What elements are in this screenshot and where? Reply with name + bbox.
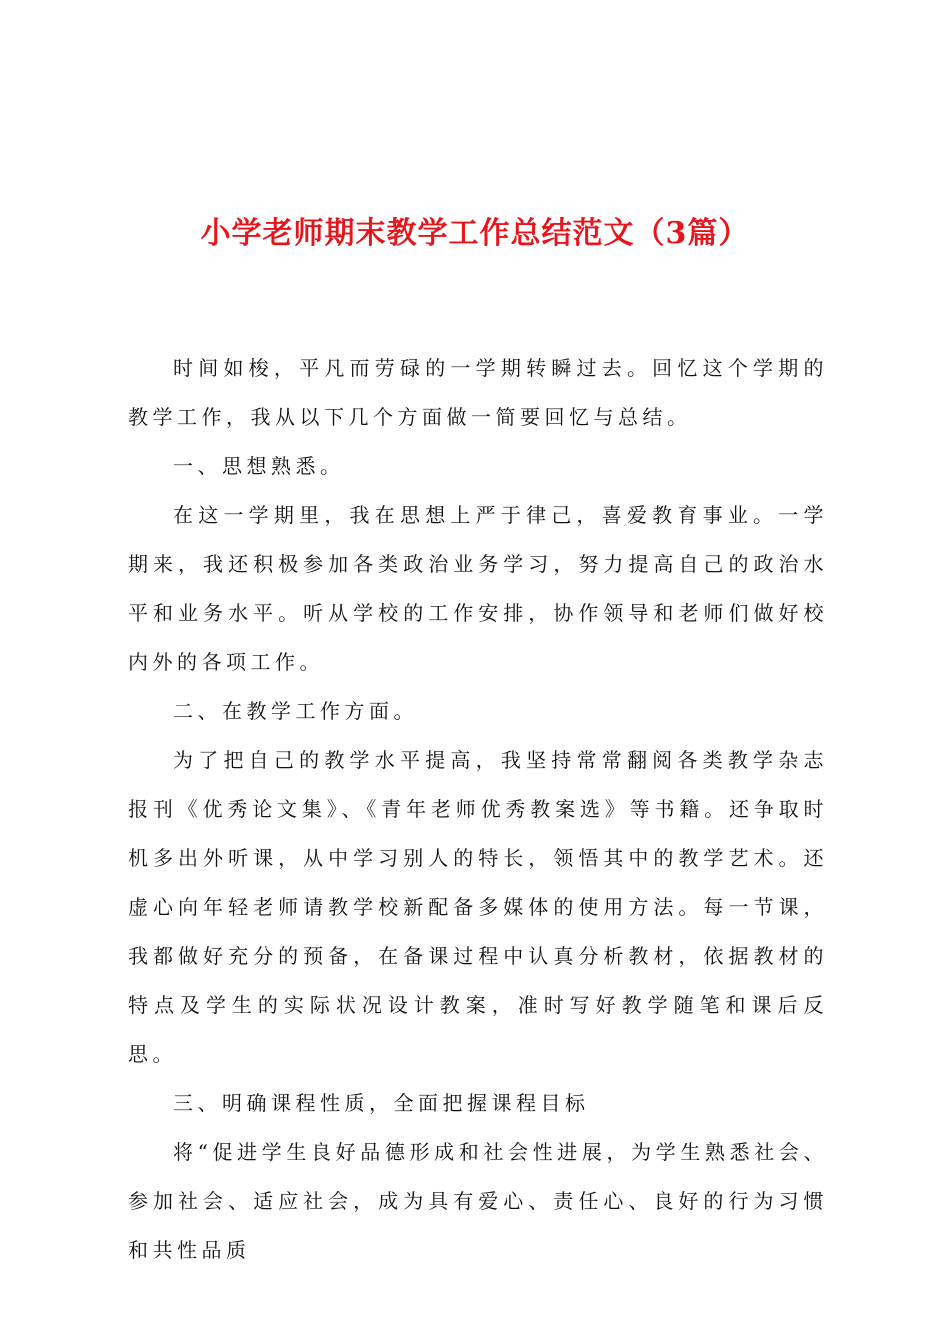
section-heading-1: 一、思想熟悉。	[173, 454, 345, 478]
section-heading-3: 三、明确课程性质，全面把握课程目标	[173, 1091, 590, 1115]
paragraph-section-1: 在这一学期里，我在思想上严于律己，喜爱教育事业。一学期来，我还积极参加各类政治业务学习，努力提高自己的政治水平和业务水平。听从学校的工作安排，协作领导和老师们做好校内外的各项工作。	[128, 503, 828, 674]
document-title: 小学老师期末教学工作总结范文（3篇）	[200, 216, 750, 251]
section-heading-2: 二、在教学工作方面。	[173, 699, 418, 723]
paragraph-section-3: 将“促进学生良好品德形成和社会性进展，为学生熟悉社会、参加社会、适应社会，成为具有爱心、责任心、良好的行为习惯和共性品质	[128, 1140, 828, 1262]
paragraph-section-2: 为了把自己的教学水平提高，我坚持常常翻阅各类教学杂志报刊《优秀论文集》、《青年老师优秀教案选》等书籍。还争取时机多出外听课，从中学习别人的特长，领悟其中的教学艺术。还虚心向年轻老师请教学校新配备多媒体的使用方法。每一节课，我都做好充分的预备，在备课过程中认真分析教材，依据教材的特点及学生的实际状况设计教案，准时写好教学随笔和课后反思。	[128, 748, 828, 1066]
document-body	[128, 344, 828, 1275]
paragraph-intro: 时间如梭，平凡而劳碌的一学期转瞬过去。回忆这个学期的教学工作，我从以下几个方面做一简要回忆与总结。	[128, 356, 828, 429]
